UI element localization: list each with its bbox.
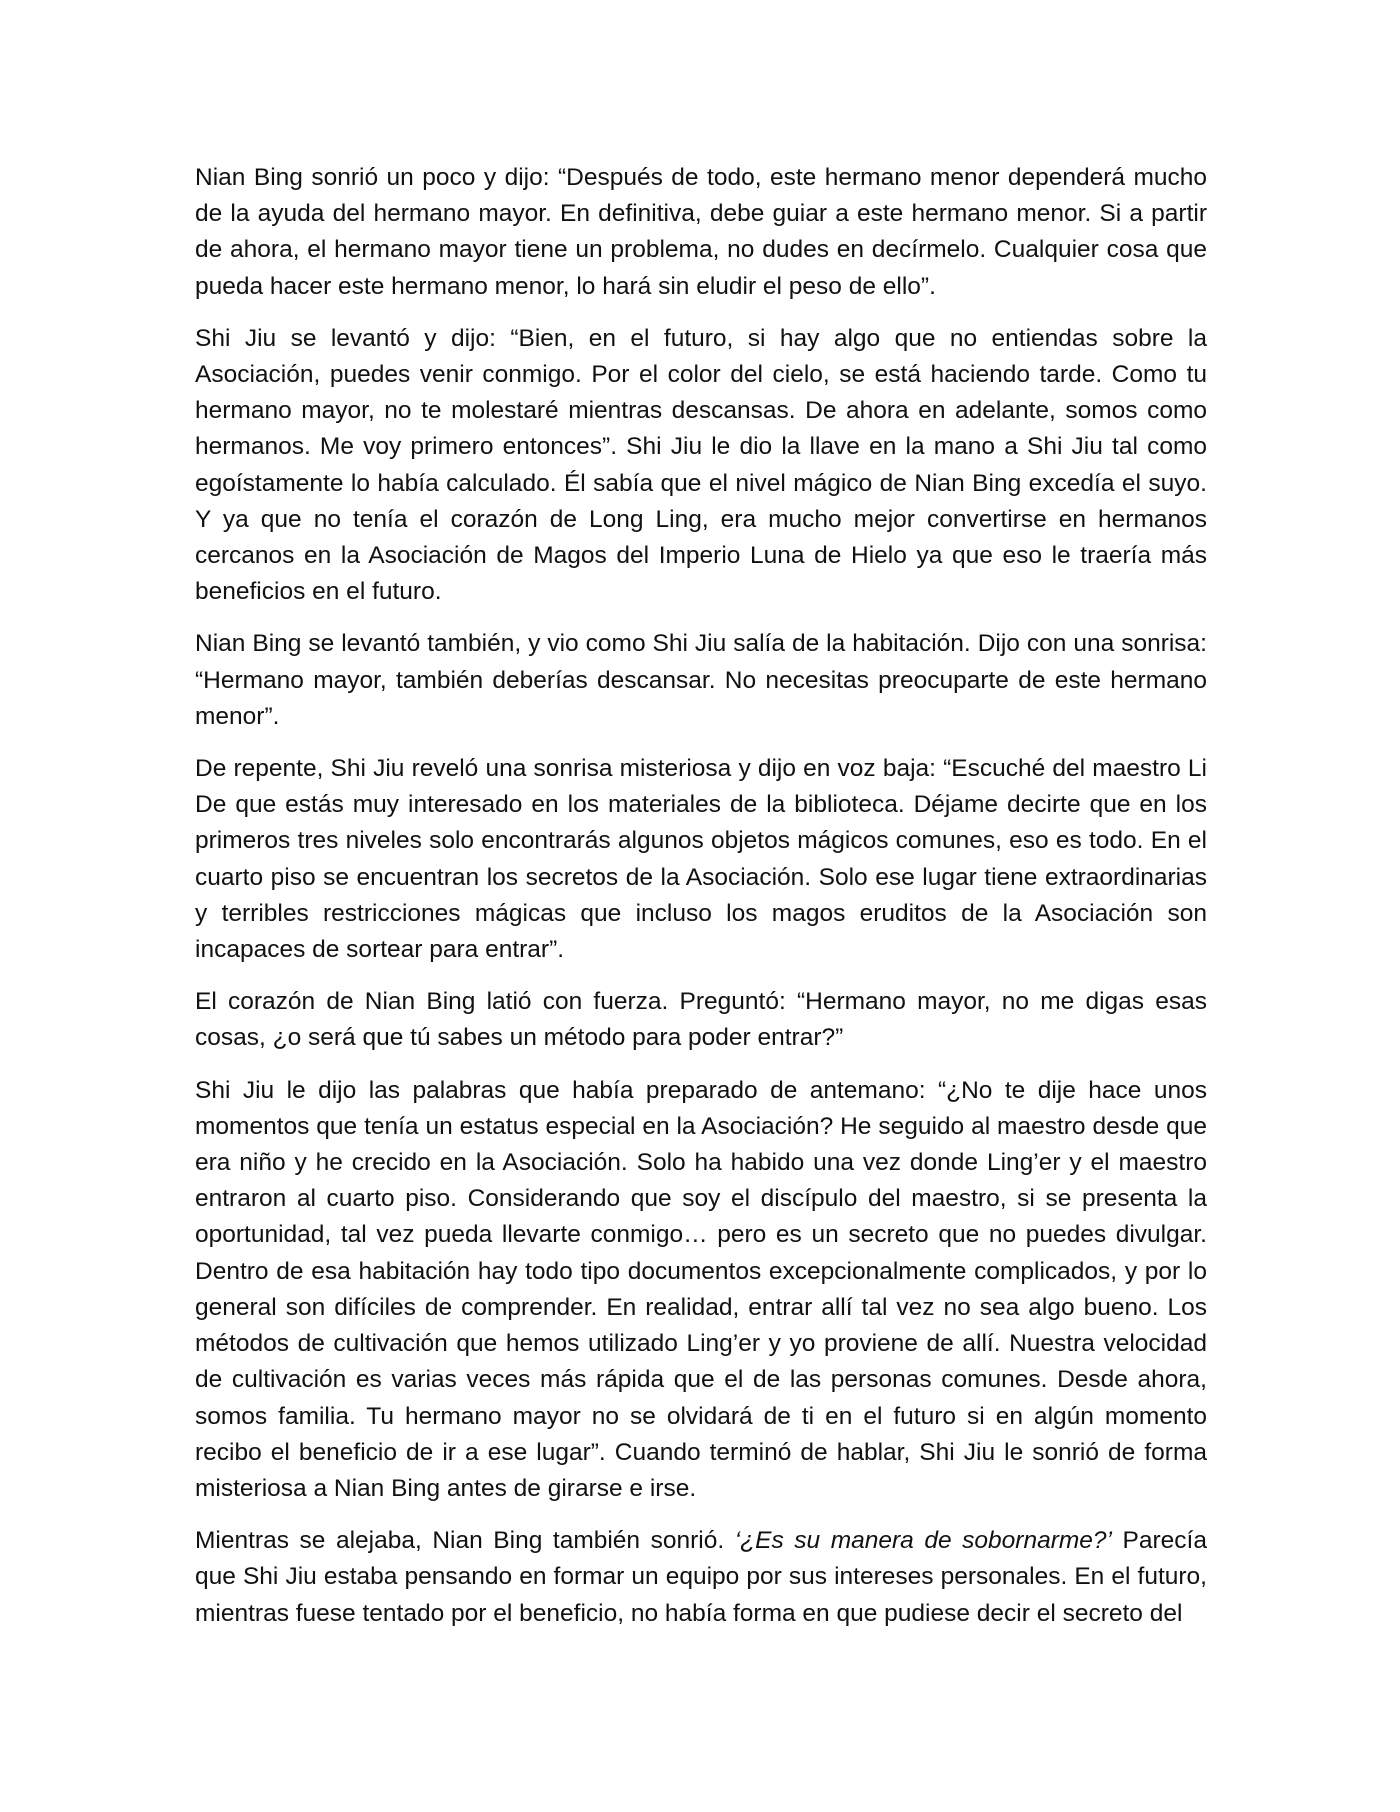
paragraph-7 [195, 1523, 1207, 1632]
document-page [195, 160, 1207, 1648]
paragraph-5: El corazón de Nian Bing latió con fuerza. Preguntó: “Hermano mayor, no me digas esas cosas, ¿o será que tú sabes un método para poder entrar?” [195, 988, 1207, 1052]
paragraph-7-start: Mientras se alejaba, Nian Bing también sonrió. [195, 1527, 735, 1555]
paragraph-6: Shi Jiu le dijo las palabras que había preparado de antemano: “¿No te dije hace unos momentos que tenía un estatus especial en la Asociación? He seguido al maestro desde que era niño y he crecido en la Asociación. Solo ha habido una vez donde Ling’er y el maestro entraron al cuarto piso. Considerando que soy el discípulo del maestro, si se presenta la oportunidad, tal vez pueda llevarte conmigo… pero es un secreto que no puedes divulgar. Dentro de esa habitación hay todo tipo documentos excepcionalmente complicados, y por lo general son difíciles de comprender. En realidad, entrar allí tal vez no sea algo bueno. Los métodos de cultivación que hemos utilizado Ling’er y yo proviene de allí. Nuestra velocidad de cultivación es varias veces más rápida que el de las personas comunes. Desde ahora, somos familia. Tu hermano mayor no se olvidará de ti en el futuro si en algún momento recibo el beneficio de ir a ese lugar”. Cuando terminó de hablar, Shi Jiu le sonrió de forma misteriosa a Nian Bing antes de girarse e irse. [195, 1076, 1207, 1502]
paragraph-2: Shi Jiu se levantó y dijo: “Bien, en el futuro, si hay algo que no entiendas sobre la Asociación, puedes venir conmigo. Por el color del cielo, se está haciendo tarde. Como tu hermano mayor, no te molestaré mientras descansas. De ahora en adelante, somos como hermanos. Me voy primero entonces”. Shi Jiu le dio la llave en la mano a Shi Jiu tal como egoístamente lo había calculado. Él sabía que el nivel mágico de Nian Bing excedía el suyo. Y ya que no tenía el corazón de Long Ling, era mucho mejor convertirse en hermanos cercanos en la Asociación de Magos del Imperio Luna de Hielo ya que eso le traería más beneficios en el futuro. [195, 324, 1207, 606]
paragraph-3: Nian Bing se levantó también, y vio como Shi Jiu salía de la habitación. Dijo con una sonrisa: “Hermano mayor, también deberías descansar. No necesitas preocuparte de este hermano menor”. [195, 630, 1207, 730]
paragraph-4: De repente, Shi Jiu reveló una sonrisa misteriosa y dijo en voz baja: “Escuché del maestro Li De que estás muy interesado en los materiales de la biblioteca. Déjame decirte que en los primeros tres niveles solo encontrarás algunos objetos mágicos comunes, eso es todo. En el cuarto piso se encuentran los secretos de la Asociación. Solo ese lugar tiene extraordinarias y terribles restricciones mágicas que incluso los magos eruditos de la Asociación son incapaces de sortear para entrar”. [195, 755, 1207, 964]
paragraph-7-end: Parecía que Shi Jiu estaba pensando en formar un equipo por sus intereses personales. En el futuro, mientras fuese tentado por el beneficio, no había forma en que pudiese decir el secreto del [195, 1527, 1207, 1627]
paragraph-7-italic-thought: ‘¿Es su manera de sobornarme?’ [734, 1527, 1112, 1555]
paragraph-1: Nian Bing sonrió un poco y dijo: “Después de todo, este hermano menor dependerá mucho de la ayuda del hermano mayor. En definitiva, debe guiar a este hermano menor. Si a partir de ahora, el hermano mayor tiene un problema, no dudes en decírmelo. Cualquier cosa que pueda hacer este hermano menor, lo hará sin eludir el peso de ello”. [195, 164, 1207, 300]
